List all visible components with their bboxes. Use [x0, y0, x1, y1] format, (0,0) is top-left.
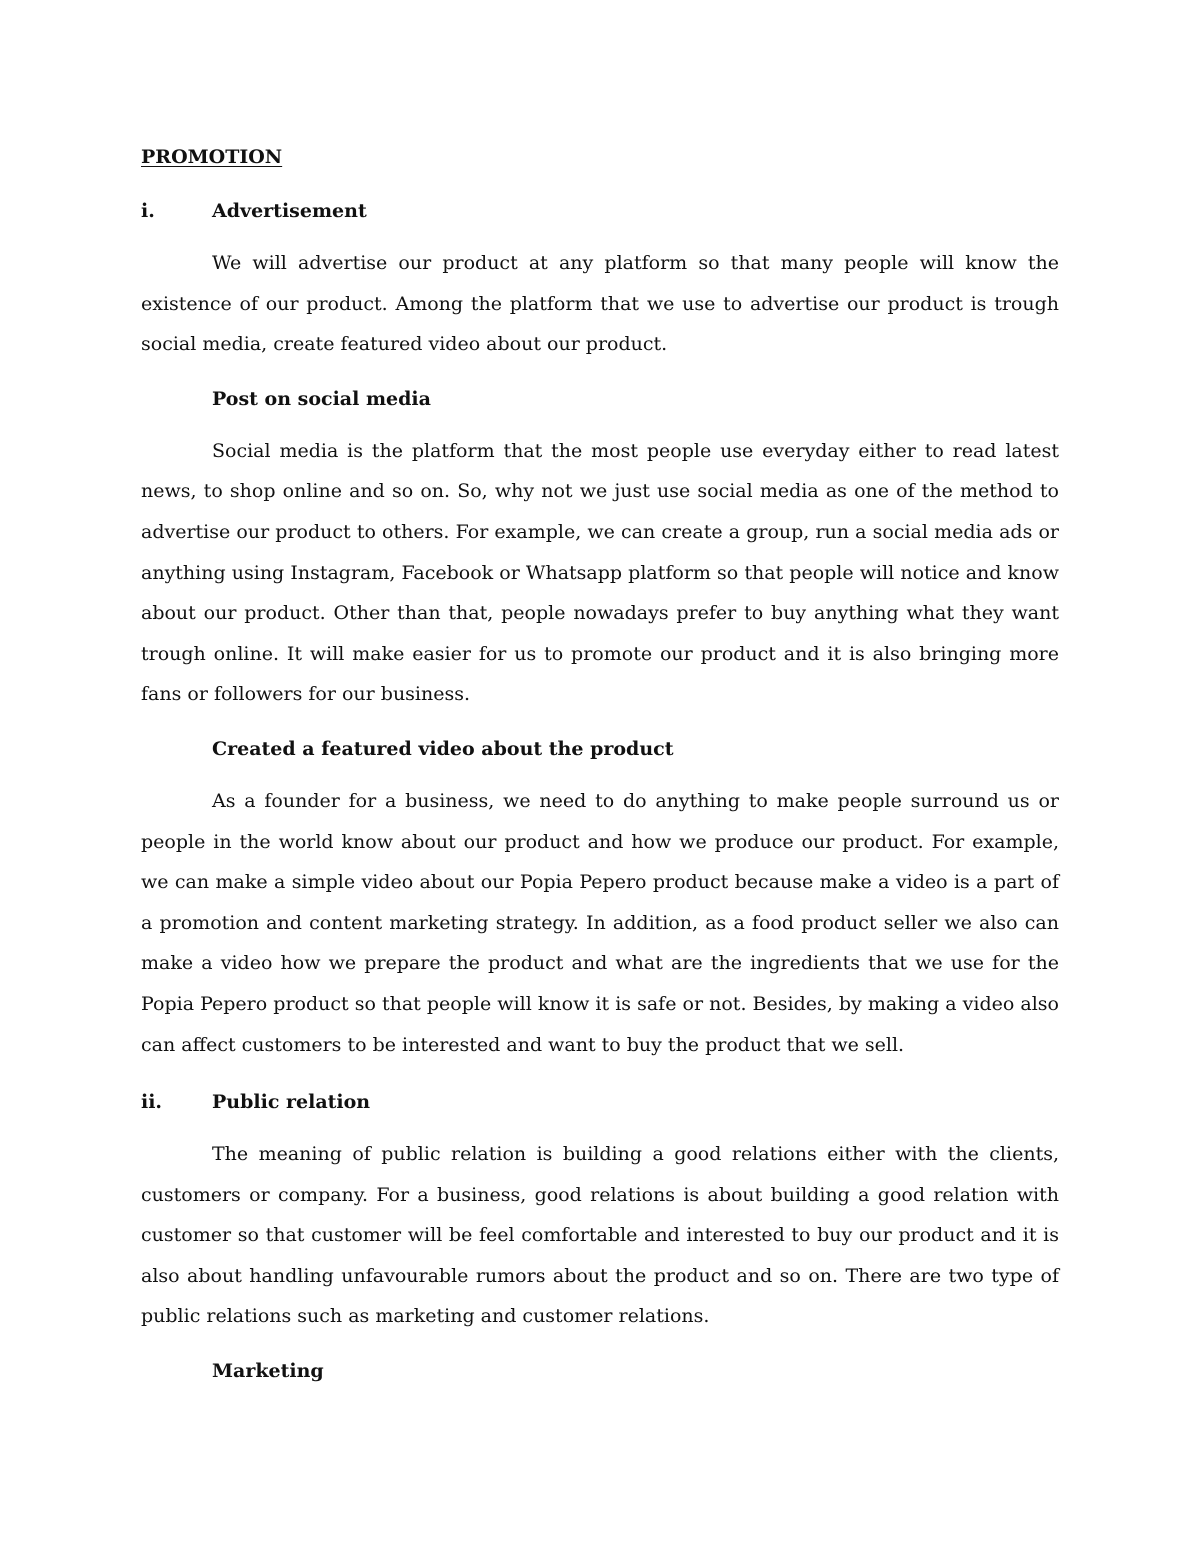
- section-intro-paragraph: We will advertise our product at any platform so that many people will know the existence of our product. Among the platform that we use to advertise our product is trough social media, create featured video about our product.: [141, 252, 1059, 356]
- section-numeral: ii.: [141, 1091, 163, 1114]
- section-numeral: i.: [141, 200, 155, 222]
- subsection-paragraph: As a founder for a business, we need to do anything to make people surround us or people in the world know about our product and how we produce our product. For example, we can make a simple video about our Popia Pepero product because make a video is a part of a promotion and content marketing strategy. In addition, as a food product seller we also can make a video how we prepare the product and what are the ingredients that we use for the Popia Pepero product so that people will know it is safe or not. Besides, by making a video also can affect customers to be interested and want to buy the product that we sell.: [141, 789, 1059, 1056]
- subsection-heading-featured-video: Created a featured video about the product: [212, 737, 674, 760]
- section-heading-text: Public relation: [212, 1091, 371, 1114]
- subsection-heading-marketing: Marketing: [212, 1360, 324, 1383]
- section-heading-text: Advertisement: [212, 200, 367, 222]
- document-title: PROMOTION: [141, 146, 283, 168]
- section-heading-public-relation: [141, 1087, 1059, 1117]
- section-heading-advertisement: [141, 196, 1059, 226]
- document-body: [141, 140, 1059, 1386]
- subsection-heading-social-media: Post on social media: [212, 387, 431, 410]
- subsection-paragraph: Social media is the platform that the most people use everyday either to read latest news, to shop online and so on. So, why not we just use social media as one of the method to advertise our product to others. For example, we can create a group, run a social media ads or anything using Instagram, Facebook or Whatsapp platform so that people will notice and know about our product. Other than that, people nowadays prefer to buy anything what they want trough online. It will make easier for us to promote our product and it is also bringing more fans or followers for our business.: [141, 439, 1059, 706]
- section-intro-paragraph: The meaning of public relation is building a good relations either with the clients, customers or company. For a business, good relations is about building a good relation with customer so that customer will be feel comfortable and interested to buy our product and it is also about handling unfavourable rumors about the product and so on. There are two type of public relations such as marketing and customer relations.: [141, 1143, 1059, 1328]
